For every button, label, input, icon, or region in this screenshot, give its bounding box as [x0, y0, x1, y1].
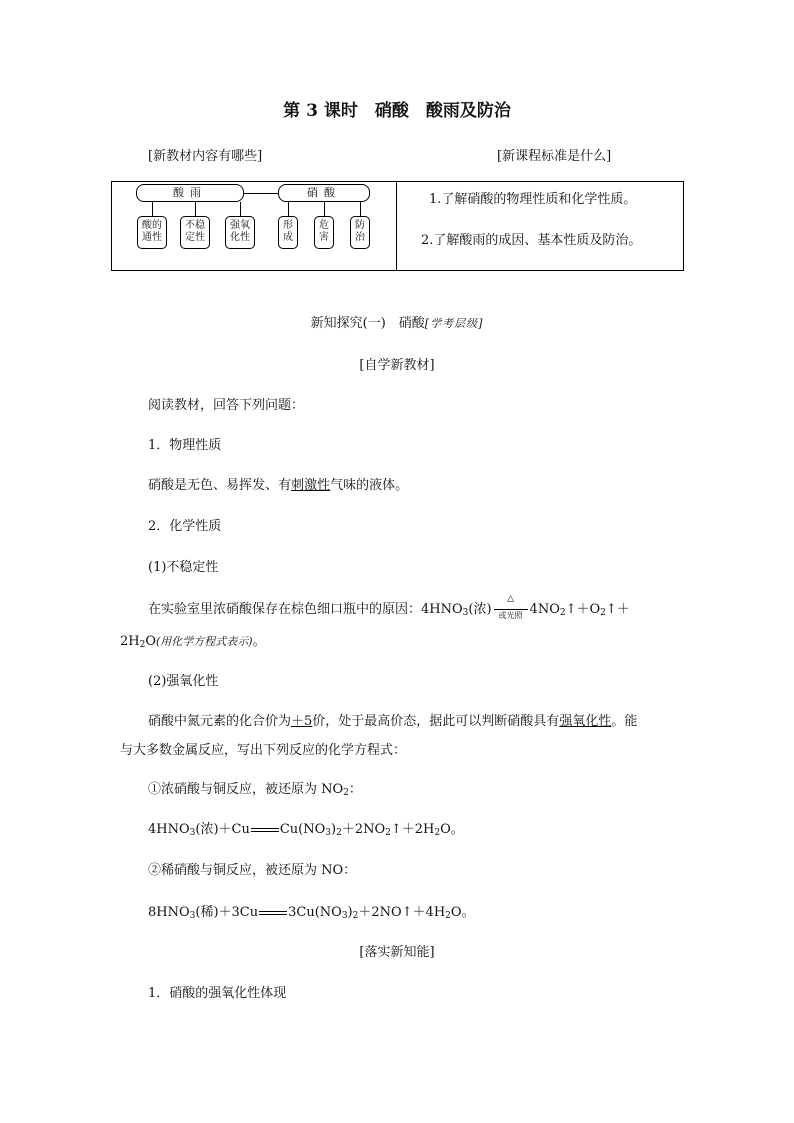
- equals-sign: [259, 911, 287, 915]
- reaction-1-label: ①浓硝酸与铜反应，被还原为 $NO_2$：: [148, 782, 362, 798]
- diagram-branch-line: [360, 202, 361, 216]
- diagram-branch-line: [195, 202, 196, 216]
- diagram-box-oxidizing: 强氧 化性: [225, 216, 255, 249]
- oxidizing-text-1: 硝酸中氮元素的化合价为＋5价，处于最高价态，据此可以判断硝酸具有强氧化性。能: [148, 714, 638, 729]
- diagram-nitric-acid: 硝酸: [278, 184, 370, 202]
- diagram-branch-line: [288, 202, 289, 216]
- self-study-label: [自学新教材]: [359, 358, 435, 373]
- table-divider: [396, 182, 397, 270]
- diagram-branch-line: [324, 202, 325, 216]
- intro-text: 阅读教材，回答下列问题：: [148, 398, 305, 413]
- blank-answer: 无: [187, 478, 201, 493]
- diagram-acid-rain: 酸雨: [136, 184, 244, 202]
- diagram-branch-line: [240, 202, 241, 216]
- reaction-condition: △ 或光照: [494, 603, 528, 617]
- diagram-branch-line: [152, 202, 153, 216]
- practice-label: [落实新知能]: [359, 945, 435, 960]
- reaction-2-equation: $8HNO_3$(稀)＋3Cu $3Cu(NO_3)_2+2NO↑+4H_2O$。: [148, 905, 475, 921]
- level-tag: [学考层级]: [424, 317, 484, 330]
- diagram-box-harm: 危 害: [314, 216, 334, 249]
- decomposition-equation: 在实验室里浓硝酸保存在棕色细口瓶中的原因：$4HNO_3$(浓) △ 或光照 $4NO_2↑+O_2↑+$: [148, 593, 630, 620]
- goal-2: 2.了解酸雨的成因、基本性质及防治。: [421, 233, 642, 248]
- reaction-1-equation: $4HNO_3$(浓)＋Cu $Cu(NO_3)_2+2NO_2↑+2H_2O$。: [148, 822, 464, 838]
- page-title: 第 3 课时 硝酸 酸雨及防治: [283, 101, 511, 121]
- oxidizing-text-2: 与大多数金属反应，写出下列反应的化学方程式：: [120, 743, 407, 758]
- reaction-2-label: ②稀硝酸与铜反应，被还原为 NO：: [148, 863, 357, 878]
- instability-heading: (1)不稳定性: [148, 560, 219, 575]
- header-right: [新课程标准是什么]: [497, 149, 612, 164]
- equals-sign: [251, 828, 279, 832]
- chemical-heading: 2．化学性质: [148, 519, 222, 534]
- blank-answer: 刺激性: [291, 478, 331, 493]
- physical-properties: 硝酸是无色、易挥发、有刺激性气味的液体。: [148, 478, 409, 493]
- diagram-box-general: 酸的 通性: [137, 216, 167, 249]
- goal-1: 1.了解硝酸的物理性质和化学性质。: [429, 192, 637, 207]
- diagram-box-prevention: 防 治: [350, 216, 370, 249]
- strong-oxidation-heading: 1．硝酸的强氧化性体现: [148, 986, 287, 1001]
- diagram-connector: [244, 193, 278, 194]
- section-heading: 新知探究(一) 硝酸[学考层级]: [310, 316, 484, 331]
- physical-heading: 1．物理性质: [148, 438, 222, 453]
- diagram-box-formation: 形 成: [278, 216, 298, 249]
- decomposition-equation-cont: $2H_2O$(用化学方程式表示)。: [120, 634, 266, 650]
- diagram-box-instability: 不稳 定性: [180, 216, 210, 249]
- oxidizing-heading: (2)强氧化性: [148, 674, 219, 689]
- blank-answer: 挥: [239, 478, 253, 493]
- header-left: [新教材内容有哪些]: [148, 149, 263, 164]
